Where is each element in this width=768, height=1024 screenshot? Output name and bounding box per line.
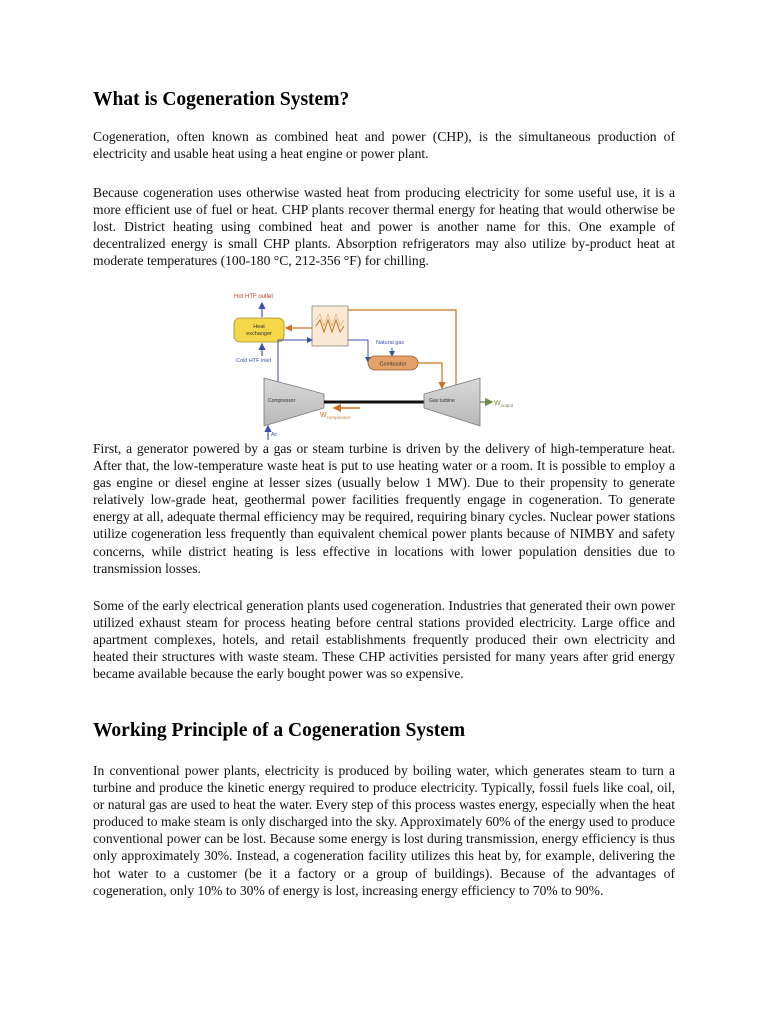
hot-htf-outlet-label: Hot HTF outlet	[234, 294, 274, 300]
paragraph-working-principle: In conventional power plants, electricity is produced by boiling water, which generates steam to turn a turbine and produce the kinetic energy required to produce electricity. Typically, fossil fuels like coal, oil, or natural gas are used to heat the water. Every step of this process wastes energy, especially when the heat produced to make steam is only discharged into the sky. Approximately 60% of the energy used to produce conventional power can be lost. Because some energy is lost during transmission, energy efficiency is thus only approximately 30%. Instead, a cogeneration facility utilizes this heat by, for example, delivering the hot water to a customer (be it a factory or a group of buildings). Because of the advantages of cogeneration, only 10% to 30% of energy is lost, increasing energy efficiency to 70% to 90%.	[93, 763, 675, 898]
combustor-label: Combustor	[379, 361, 407, 368]
heat-exchanger-label-1: Heat	[253, 324, 265, 330]
compressed-air-line	[278, 340, 312, 382]
paragraph-generator: First, a generator powered by a gas or steam turbine is driven by the delivery of high-temperature heat. After that, the low-temperature waste heat is put to use heating water or a room. It is possible to employ a gas engine or diesel engine at lesser sizes (usually below 1 MW). Due to their propensity to generate relatively low-grade heat, geothermal power facilities frequently engage in cogeneration. To generate energy at all, adequate thermal efficiency may be required, requiring binary cycles. Nuclear power stations utilize cogeneration less frequently than equivalent chemical power plants because of NIMBY and safety concerns, while district heating is less effective in locations with lower population densities due to transmission losses.	[93, 441, 675, 576]
cogeneration-diagram	[228, 290, 518, 442]
paragraph-history: Some of the early electrical generation plants used cogeneration. Industries that generated their own power utilized exhaust steam for process heating before central stations provided electricity. Large office and apartment complexes, hotels, and retail establishments frequently produced their own electricity and heated their structures with waste steam. These CHP activities persisted for many years after grid energy became available because the early bought power was so expensive.	[93, 598, 675, 682]
paragraph-definition: Cogeneration, often known as combined heat and power (CHP), is the simultaneous production of electricity and usable heat using a heat engine or power plant.	[93, 129, 675, 162]
paragraph-efficiency: Because cogeneration uses otherwise wasted heat from producing electricity for some useful use, it is a more efficient use of fuel or heat. CHP plants recover thermal energy for heating that would otherwise be lost. District heating using combined heat and power is another name for this. One example of decentralized energy is small CHP plants. Absorption refrigerators may also utilize by-product heat at moderate temperatures (100-180 °C, 212-356 °F) for chilling.	[93, 185, 675, 269]
natural-gas-label: Natural gas	[376, 340, 405, 346]
air-to-combustor-line	[348, 340, 368, 362]
compressor-label: Compressor	[268, 398, 296, 404]
cold-htf-inlet-label: Cold HTF inlet	[236, 358, 272, 364]
air-label: Air	[271, 432, 278, 438]
gas-turbine-label: Gas turbine	[429, 398, 455, 404]
heat-exchanger-label-2: exchanger	[246, 331, 272, 337]
combustor-to-turbine-line	[418, 363, 442, 388]
w-output-label: $W_{output}$	[494, 400, 514, 408]
w-compressor-label: $W_{compressor}$	[320, 412, 351, 420]
exhaust-flow-line	[348, 310, 456, 388]
heat-exchanger-box	[234, 318, 284, 342]
section-heading-working-principle: Working Principle of a Cogeneration System	[93, 720, 466, 741]
section-heading-cogeneration: What is Cogeneration System?	[93, 89, 350, 110]
